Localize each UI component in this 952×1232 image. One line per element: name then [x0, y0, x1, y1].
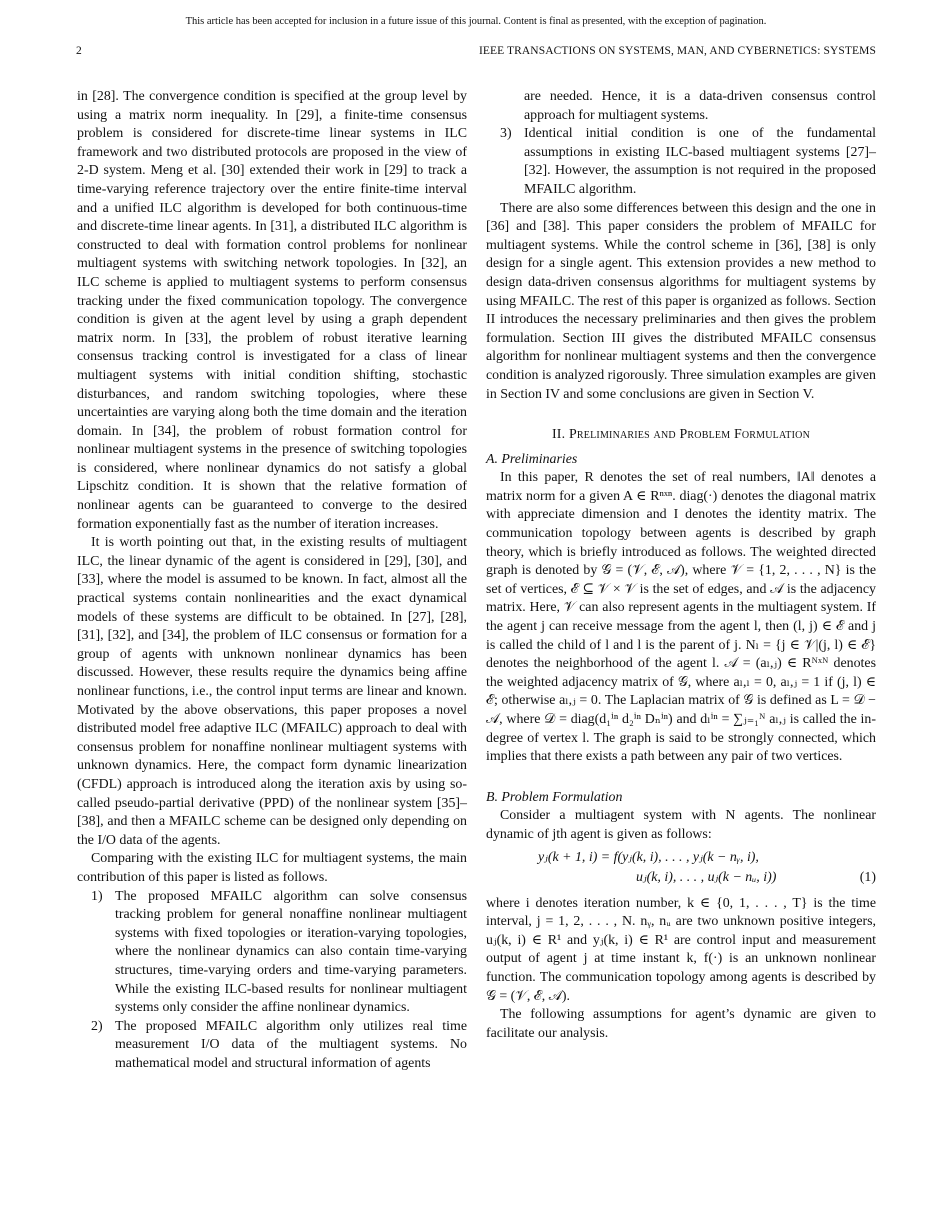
list-item: [486, 88, 876, 125]
list-item: [77, 1018, 467, 1074]
section-heading: [486, 426, 876, 445]
subsection-heading-b: B. Problem Formulation: [486, 789, 623, 805]
equation-number: (1): [859, 869, 876, 885]
list-item-number: 3): [500, 126, 512, 142]
paragraph-assumptions-intro: The following assumptions for agent’s dynamic are given to facilitate our analysis.: [486, 1007, 876, 1041]
list-item-text: The proposed MFAILC algorithm can solve consensus tracking problem for general nonaffine nonlinear multiagent systems with fixed topologies or iteration-varying topologies, where the nonlinear dynamics can also contain time-varying structures, time-varying orders and time-varying parameters. While the existing ILC-based results for nonlinear multiagent systems only consider the affine nonlinear dynamics.: [115, 888, 467, 1016]
list-item: [77, 888, 467, 1018]
list-item-number: 2): [91, 1018, 103, 1034]
left-column: [77, 88, 467, 1073]
equation-line-2: uⱼ(k, i), . . . , uⱼ(k − nᵤ, i)): [636, 869, 777, 885]
equation-line-1: yⱼ(k + 1, i) = f(yⱼ(k, i), . . . , yⱼ(k − nᵧ, i),: [538, 849, 759, 865]
paragraph-contribution-intro: Comparing with the existing ILC for multiagent systems, the main contribution of this paper is listed as follows.: [77, 851, 467, 885]
section-title: Preliminaries and Problem Formulation: [569, 427, 810, 443]
paragraph-motivation: It is worth pointing out that, in the existing results of multiagent ILC, the linear dynamic of the agent is considered in [29], [30], and [33], where the model is assumed to be known. In fact, almost all the practical systems contain nonlinearities and the exact dynamical models of these systems are difficult to be obtained. In [27], [28], [31], [32], and [34], the problem of ILC consensus or formation for a group of agents with unknown nonlinear dynamics has been discussed. However, these results require the dynamics being affine nonlinear functions, i.e., the control input terms are linear and known. Motivated by the above observations, this paper proposes a novel distributed model free adaptive ILC (MFAILC) approach to deal with consensus problem for nonaffine nonlinear multiagent systems with unknown dynamics. Here, the compact form dynamic linearization (CFDL) approach is introduced along the iteration axis by using so-called pseudo-partial derivative (PPD) of the nonlinear system [35]–[38], and then a MFAILC scheme can be designed only depending on the I/O data of the agents.: [77, 535, 467, 848]
contribution-list: [77, 888, 467, 1074]
section-number: II.: [551, 427, 566, 443]
list-item-number: 1): [91, 888, 103, 904]
list-item-text: The proposed MFAILC algorithm only utilizes real time measurement I/O data of the multiagent systems. No mathematical model and structural information of agents: [115, 1018, 467, 1071]
right-column: [486, 88, 876, 1043]
list-item-text: Identical initial condition is one of the fundamental assumptions in existing ILC-based multiagent systems [27]–[32]. However, the assumption is not required in the proposed MFAILC algorithm.: [524, 126, 876, 197]
page-number: 2: [76, 45, 82, 57]
list-item-text: are needed. Hence, it is a data-driven consensus control approach for multiagent systems.: [524, 89, 876, 123]
contribution-list-continued: [486, 88, 876, 200]
equation-1: [486, 849, 876, 889]
paragraph-organization: There are also some differences between this design and the one in [36] and [38]. This paper considers the problem of MFAILC for multiagent systems. While the control scheme in [36], [38] is only design for a single agent. This extension provides a new method to design data-driven consensus algorithms for multiagent systems by using MFAILC. The rest of this paper is organized as follows. Section II introduces the necessary preliminaries and then gives the problem formulation. Section III gives the distributed MFAILC consensus algorithm for nonlinear multiagent systems and then the convergence condition is analyzed rigorously. Three simulation examples are given in Section IV and some conclusions are given in Section V.: [486, 200, 876, 402]
paragraph-problem-intro: Consider a multiagent system with N agents. The nonlinear dynamic of jth agent is given as follows:: [486, 808, 876, 842]
subsection-heading-a: A. Preliminaries: [486, 451, 578, 467]
paragraph-equation-explanation: where i denotes iteration number, k ∈ {0, 1, . . . , T} is the time interval, j = 1, 2, . . . , N. nᵧ, nᵤ are two unknown positive integers, uⱼ(k, i) ∈ R¹ and yⱼ(k, i) ∈ R¹ are control input and measurement output of agent j at time instant k, f(·) is an unknown nonlinear function. The communication topology among agents is described by 𝒢 = (𝒱, ℰ, 𝒜).: [486, 895, 876, 1004]
running-head: IEEE TRANSACTIONS ON SYSTEMS, MAN, AND CYBERNETICS: SYSTEMS: [478, 45, 876, 57]
paragraph-preliminaries: In this paper, R denotes the set of real numbers, ‖A‖ denotes a matrix norm for a given A ∈ Rⁿˣⁿ. diag(·) denotes the diagonal matrix with appreciate dimension and I denotes the identity matrix. The communication topology between agents is described by graph theory, which is briefly introduced as follows. The weighted directed graph is denoted by 𝒢 = (𝒱, ℰ, 𝒜), where 𝒱 = {1, 2, . . . , N} is the set of vertices, ℰ ⊆ 𝒱 × 𝒱 is the set of edges, and 𝒜 is the adjacency matrix. Here, 𝒱 can also represent agents in the multiagent system. If the agent j can receive message from the agent l, then (l, j) ∈ ℰ and j is called the child of l and l is the parent of j. Nₗ = {j ∈ 𝒱|(j, l) ∈ ℰ} denotes the neighborhood of the agent l. 𝒜 = (aₗ,ⱼ) ∈ Rᴺˣᴺ denotes the weighted adjacency matrix of 𝒢, where aₗ,ₗ = 0, aₗ,ⱼ = 1 if (j, l) ∈ ℰ; otherwise aₗ,ⱼ = 0. The Laplacian matrix of 𝒢 is defined as L = 𝒟 − 𝒜, where 𝒟 = diag(d₁ⁱⁿ d₂ⁱⁿ Dₙⁱⁿ) and dₗⁱⁿ = ∑ⱼ₌₁ᴺ aₗ,ⱼ is called the in-degree of vertex l. The graph is said to be strongly connected, which implies that there exists a path between any pair of two vertices.: [486, 470, 876, 765]
journal-banner: This article has been accepted for inclusion in a future issue of this journal. Content is final as presented, with the exception of pagination.: [185, 16, 767, 27]
paragraph-related-work: in [28]. The convergence condition is specified at the group level by using a matrix norm inequality. In [29], a finite-time consensus problem is considered for discrete-time linear systems in ILC framework and two distributed protocols are proposed in the view of 2-D system. Meng et al. [30] extended their work in [29] to track a time-varying reference trajectory over the entire finite-time interval and a unified ILC algorithm is developed for both continuous-time and discrete-time linear agents. In [31], a distributed ILC algorithm is constructed to deal with formation control problems for nonlinear multiagent systems with switching network topologies. In [32], an ILC scheme is applied to multiagent systems to perform consensus tracking under the fixed communication topology. The convergence condition is given at the agent level by using a graph dependent matrix norm. In [33], the problem of robust iterative learning consensus tracking control is investigated for a class of linear multiagent systems with initial condition shifting, stochastic disturbances, and random switching topologies, where these uncertainties are varying along both the time domain and the iteration domain. In [34], the problem of robust formation control for nonlinear multiagent systems in the presence of switching topologies is considered, where nonlinear dynamics do not satisfy a global Lipschitz condition. It is shown that the relative formation of nonlinear agents can be guaranteed to converge to the desired formation exponentially fast as the number of iteration increases.: [77, 89, 467, 532]
list-item: [486, 125, 876, 199]
